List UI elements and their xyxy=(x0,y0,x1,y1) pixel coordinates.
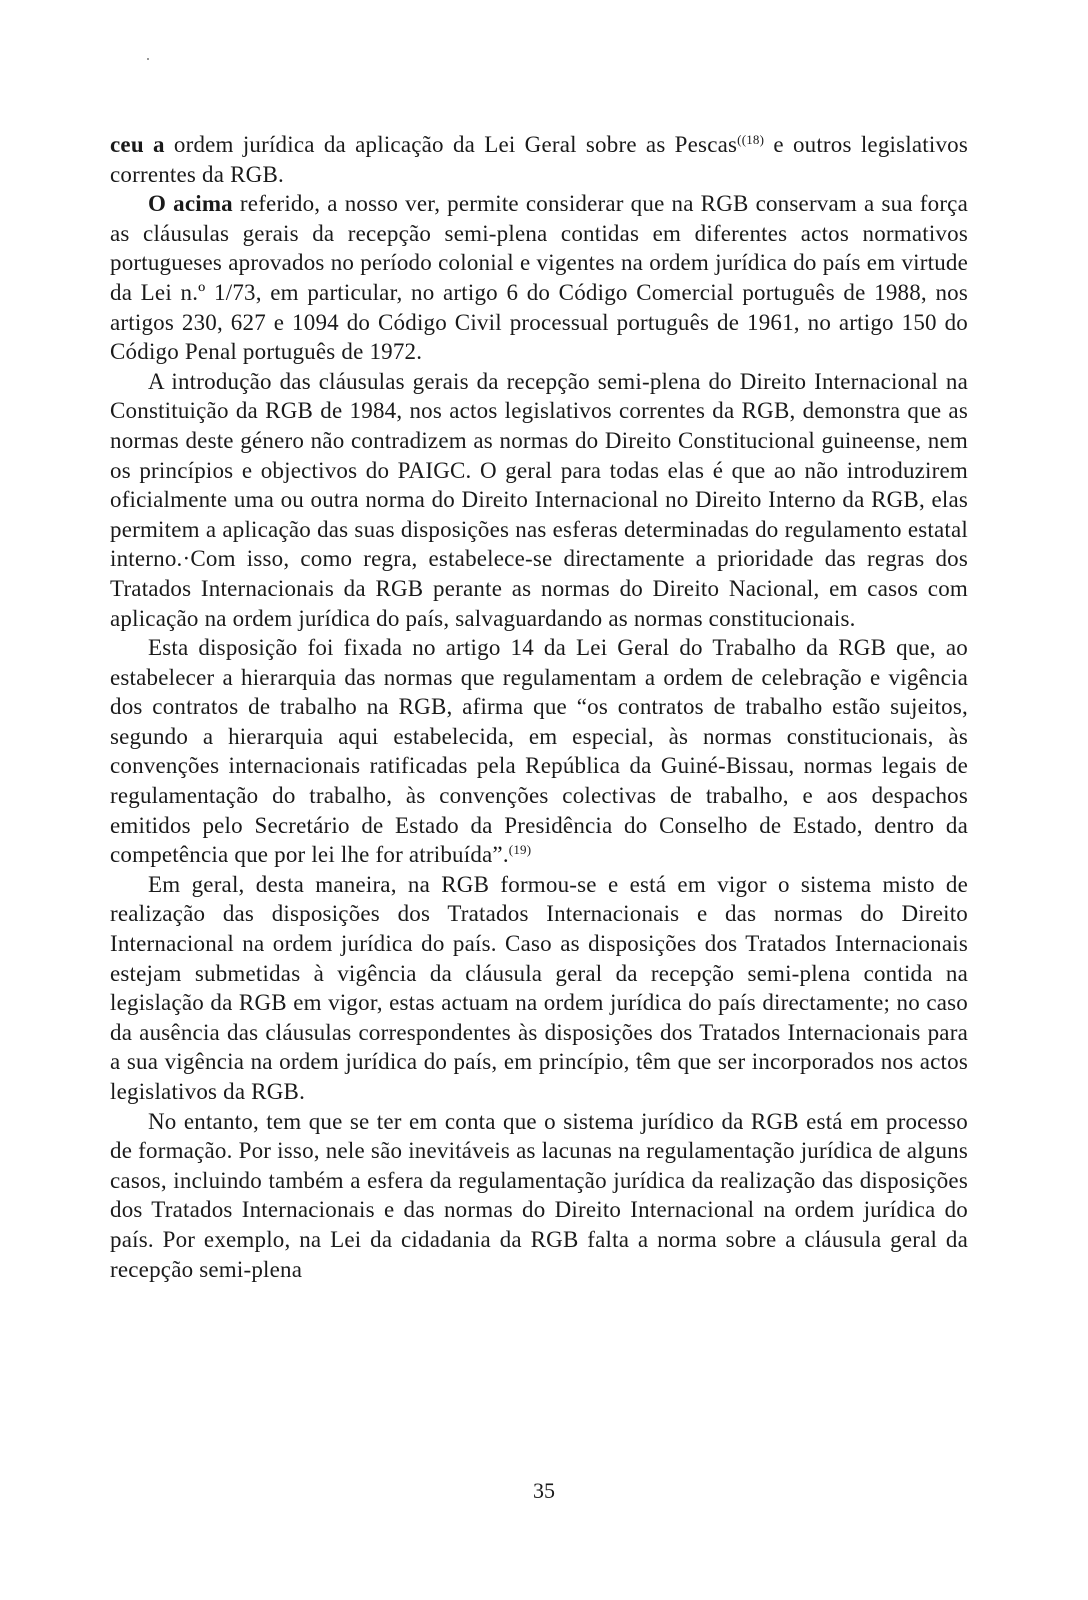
footnote-ref-18: ((18) xyxy=(737,132,765,147)
paragraph-2-text: referido, a nosso ver, permite considerar que na RGB conservam a sua força as cláusulas gerais da recepção semi-plena contidas em diferentes actos normativos portugueses aprovados no período colonial e vigentes na ordem jurídica do país em virtude da Lei n.º 1/73, em particular, no artigo 6 do Código Comercial português de 1988, nos artigos 230, 627 e 1094 do Código Civil processual português de 1961, no artigo 150 do Código Penal português de 1972. xyxy=(110,191,968,365)
footnote-ref-19: (19) xyxy=(508,842,532,858)
paragraph-2 xyxy=(110,189,968,367)
paragraph-1 xyxy=(110,130,968,189)
paragraph-4-text: Esta disposição foi fixada no artigo 14 da Lei Geral do Trabalho da RGB que, ao estabelecer a hierarquia das normas que regulamentam a ordem de celebração e vigência dos contratos de trabalho na RGB, afirma que “os contratos de trabalho estão sujeitos, segundo a hierarquia aqui estabelecida, em especial, às normas constitucionais, às convenções internacionais ratificadas pela República da Guiné-Bissau, normas legais de regulamentação do trabalho, às convenções colectivas de trabalho, e aos despachos emitidos pelo Secretário de Estado da Presidência do Conselho de Estado, dentro da competência que por lei lhe for atribuída”. xyxy=(110,635,968,868)
paragraph-6: No entanto, tem que se ter em conta que o sistema jurídico da RGB está em processo de formação. Por isso, nele são inevitáveis as lacunas na regulamentação jurídica de alguns casos, incluindo também a esfera da regulamentação jurídica da realização das disposições dos Tratados Internacionais e das normas do Direito Internacional na ordem jurídica do país. Por exemplo, na Lei da cidadania da RGB falta a norma sobre a cláusula geral da recepção semi-plena xyxy=(110,1108,968,1282)
scan-speck xyxy=(147,58,149,60)
paragraph-1-lead: ceu a xyxy=(110,132,165,157)
paragraph-1-tail: e outros legislativos correntes da RGB. xyxy=(110,132,968,187)
paragraph-5: Em geral, desta maneira, na RGB formou-se e está em vigor o sistema misto de realização das disposições dos Tratados Internacionais e das normas do Direito Internacional na ordem jurídica do país. Caso as disposições dos Tratados Internacionais estejam submetidas à vigência da cláusula geral da recepção semi-plena contida na legislação da RGB em vigor, estas actuam na ordem jurídica do país directamente; no caso da ausência das cláusulas correspondentes às disposições dos Tratados Internacionais para a sua vigência na ordem jurídica do país, em princípio, têm que ser incorporados nos actos legislativos da RGB. xyxy=(110,871,968,1104)
page-number: 35 xyxy=(533,1478,555,1503)
body-text xyxy=(110,130,968,1284)
paragraph-1-text: ordem jurídica da aplicação da Lei Geral sobre as Pescas xyxy=(164,132,738,157)
paragraph-2-lead: O acima xyxy=(148,191,233,217)
paragraph-4 xyxy=(110,633,968,870)
paragraph-3: A introdução das cláusulas gerais da recepção semi-plena do Direito Internacional na Constituição da RGB de 1984, nos actos legislativos correntes da RGB, demonstra que as normas deste género não contradizem as normas do Direito Constitucional guineense, nem os princípios e objectivos do PAIGC. O geral para todas elas é que ao não introduzirem oficialmente uma ou outra norma do Direito Internacional no Direito Interno da RGB, elas permitem a aplicação das suas disposições nas esferas determinadas do regulamento estatal interno.·Com isso, como regra, estabelece-se directamente a prioridade das regras dos Tratados Internacionais da RGB perante as normas do Direito Nacional, em casos com aplicação na ordem jurídica do país, salvaguardando as normas constitucionais. xyxy=(110,368,968,631)
